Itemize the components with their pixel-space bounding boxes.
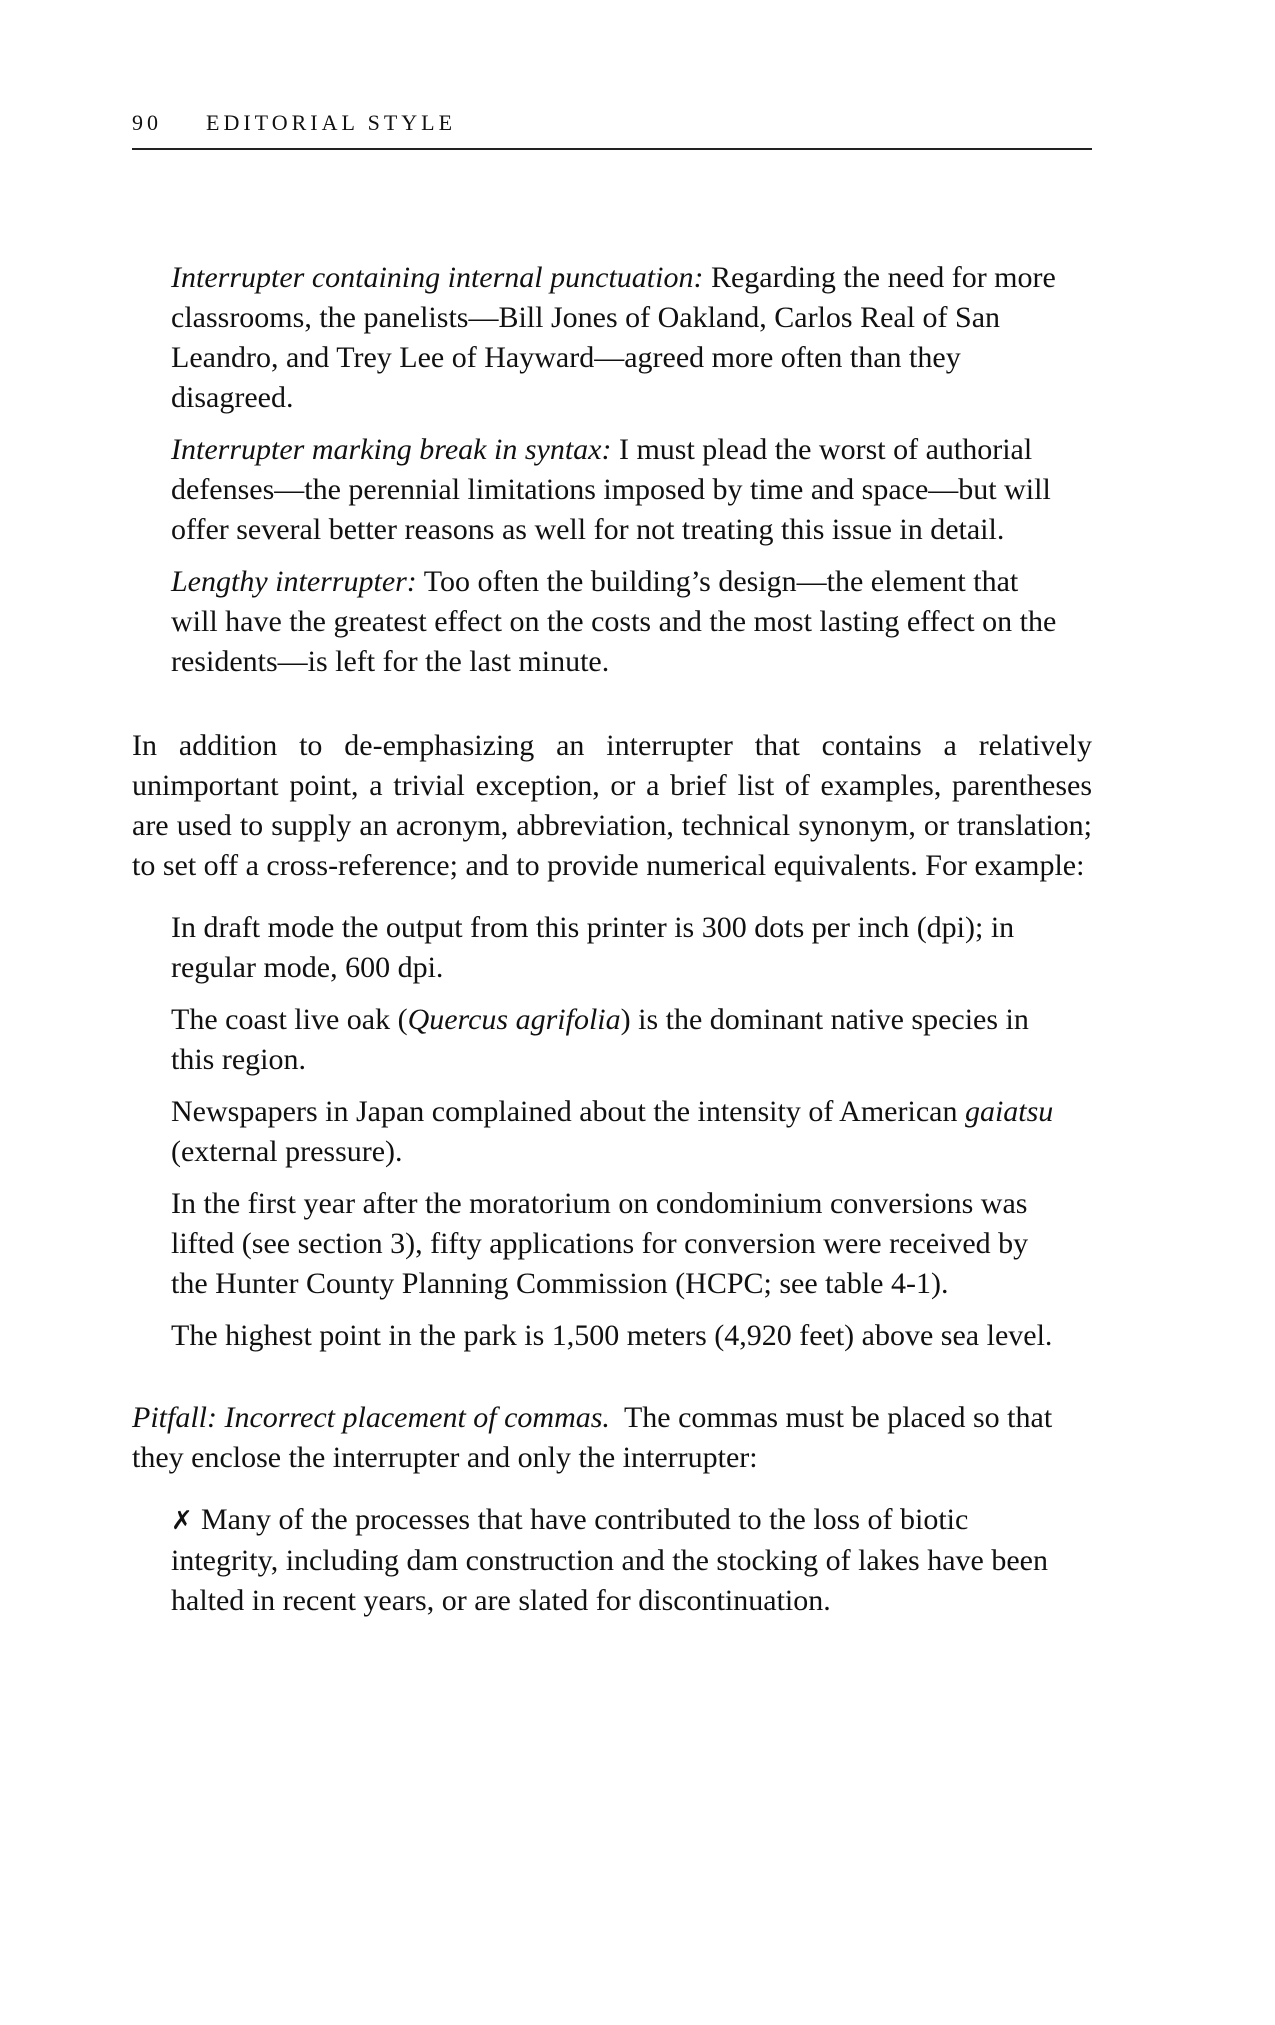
example-text: I must plead the worst of authorial defenses—the perennial limitations imposed by time and space—but will offer several better reasons as well for not treating this issue in detail. bbox=[171, 433, 1051, 546]
example-text: Too often the building’s design—the element that will have the greatest effect on the costs and the most lasting effect on the residents—is left for the last minute. bbox=[171, 565, 1057, 678]
example-text: Regarding the need for more classrooms, the panelists—Bill Jones of Oakland, Carlos Real of San Leandro, and Trey Lee of Hayward—agreed more often than they disagreed. bbox=[171, 261, 1056, 414]
example-gaiatsu: Newspapers in Japan complained about the intensity of American gaiatsu (external pressure). bbox=[171, 1095, 1054, 1168]
parentheses-examples bbox=[171, 908, 1061, 1356]
example-lengthy-interrupter bbox=[171, 562, 1061, 682]
pitfall-paragraph bbox=[132, 1398, 1092, 1478]
incorrect-example-text: Many of the processes that have contributed to the loss of biotic integrity, including dam construction and the stocking of lakes have been halted in recent years, or are slated for discontinuation. bbox=[171, 1503, 1048, 1617]
pitfall-label: Pitfall: Incorrect placement of commas. bbox=[132, 1401, 610, 1434]
example-label: Interrupter marking break in syntax: bbox=[171, 433, 612, 466]
page-number: 90 bbox=[132, 110, 162, 135]
incorrect-example bbox=[171, 1500, 1061, 1621]
example-break-in-syntax bbox=[171, 430, 1061, 550]
example-dpi: In draft mode the output from this printer is 300 dots per inch (dpi); in regular mode, 600 dpi. bbox=[171, 911, 1015, 984]
x-mark-icon: ✗ bbox=[171, 1506, 193, 1536]
running-title: EDITORIAL STYLE bbox=[206, 110, 457, 135]
book-page bbox=[132, 110, 1092, 1633]
example-oak: The coast live oak (Quercus agrifolia) is the dominant native species in this region. bbox=[171, 1003, 1029, 1076]
example-elevation: The highest point in the park is 1,500 meters (4,920 feet) above sea level. bbox=[171, 1319, 1053, 1352]
foreign-term: gaiatsu bbox=[964, 1095, 1054, 1128]
example-label: Lengthy interrupter: bbox=[171, 565, 417, 598]
running-head bbox=[132, 110, 1092, 150]
body-paragraph: In addition to de-emphasizing an interrupter that contains a relatively unimportant point, a trivial exception, or a brief list of examples, parentheses are used to supply an acronym, abbreviation, technical synonym, or translation; to set off a cross-reference; and to provide numerical equivalents. For example: bbox=[132, 729, 1092, 882]
example-label: Interrupter containing internal punctuation: bbox=[171, 261, 704, 294]
pitfall-text: The commas must be placed so that they enclose the interrupter and only the interrupter: bbox=[132, 1401, 1053, 1474]
species-name: Quercus agrifolia bbox=[407, 1003, 621, 1036]
example-internal-punctuation bbox=[171, 258, 1061, 418]
interrupter-examples bbox=[171, 258, 1061, 682]
example-hcpc: In the first year after the moratorium on condominium conversions was lifted (see section 3), fifty applications for conversion were received by the Hunter County Planning Commission (HCPC; see table 4-1). bbox=[171, 1187, 1029, 1300]
